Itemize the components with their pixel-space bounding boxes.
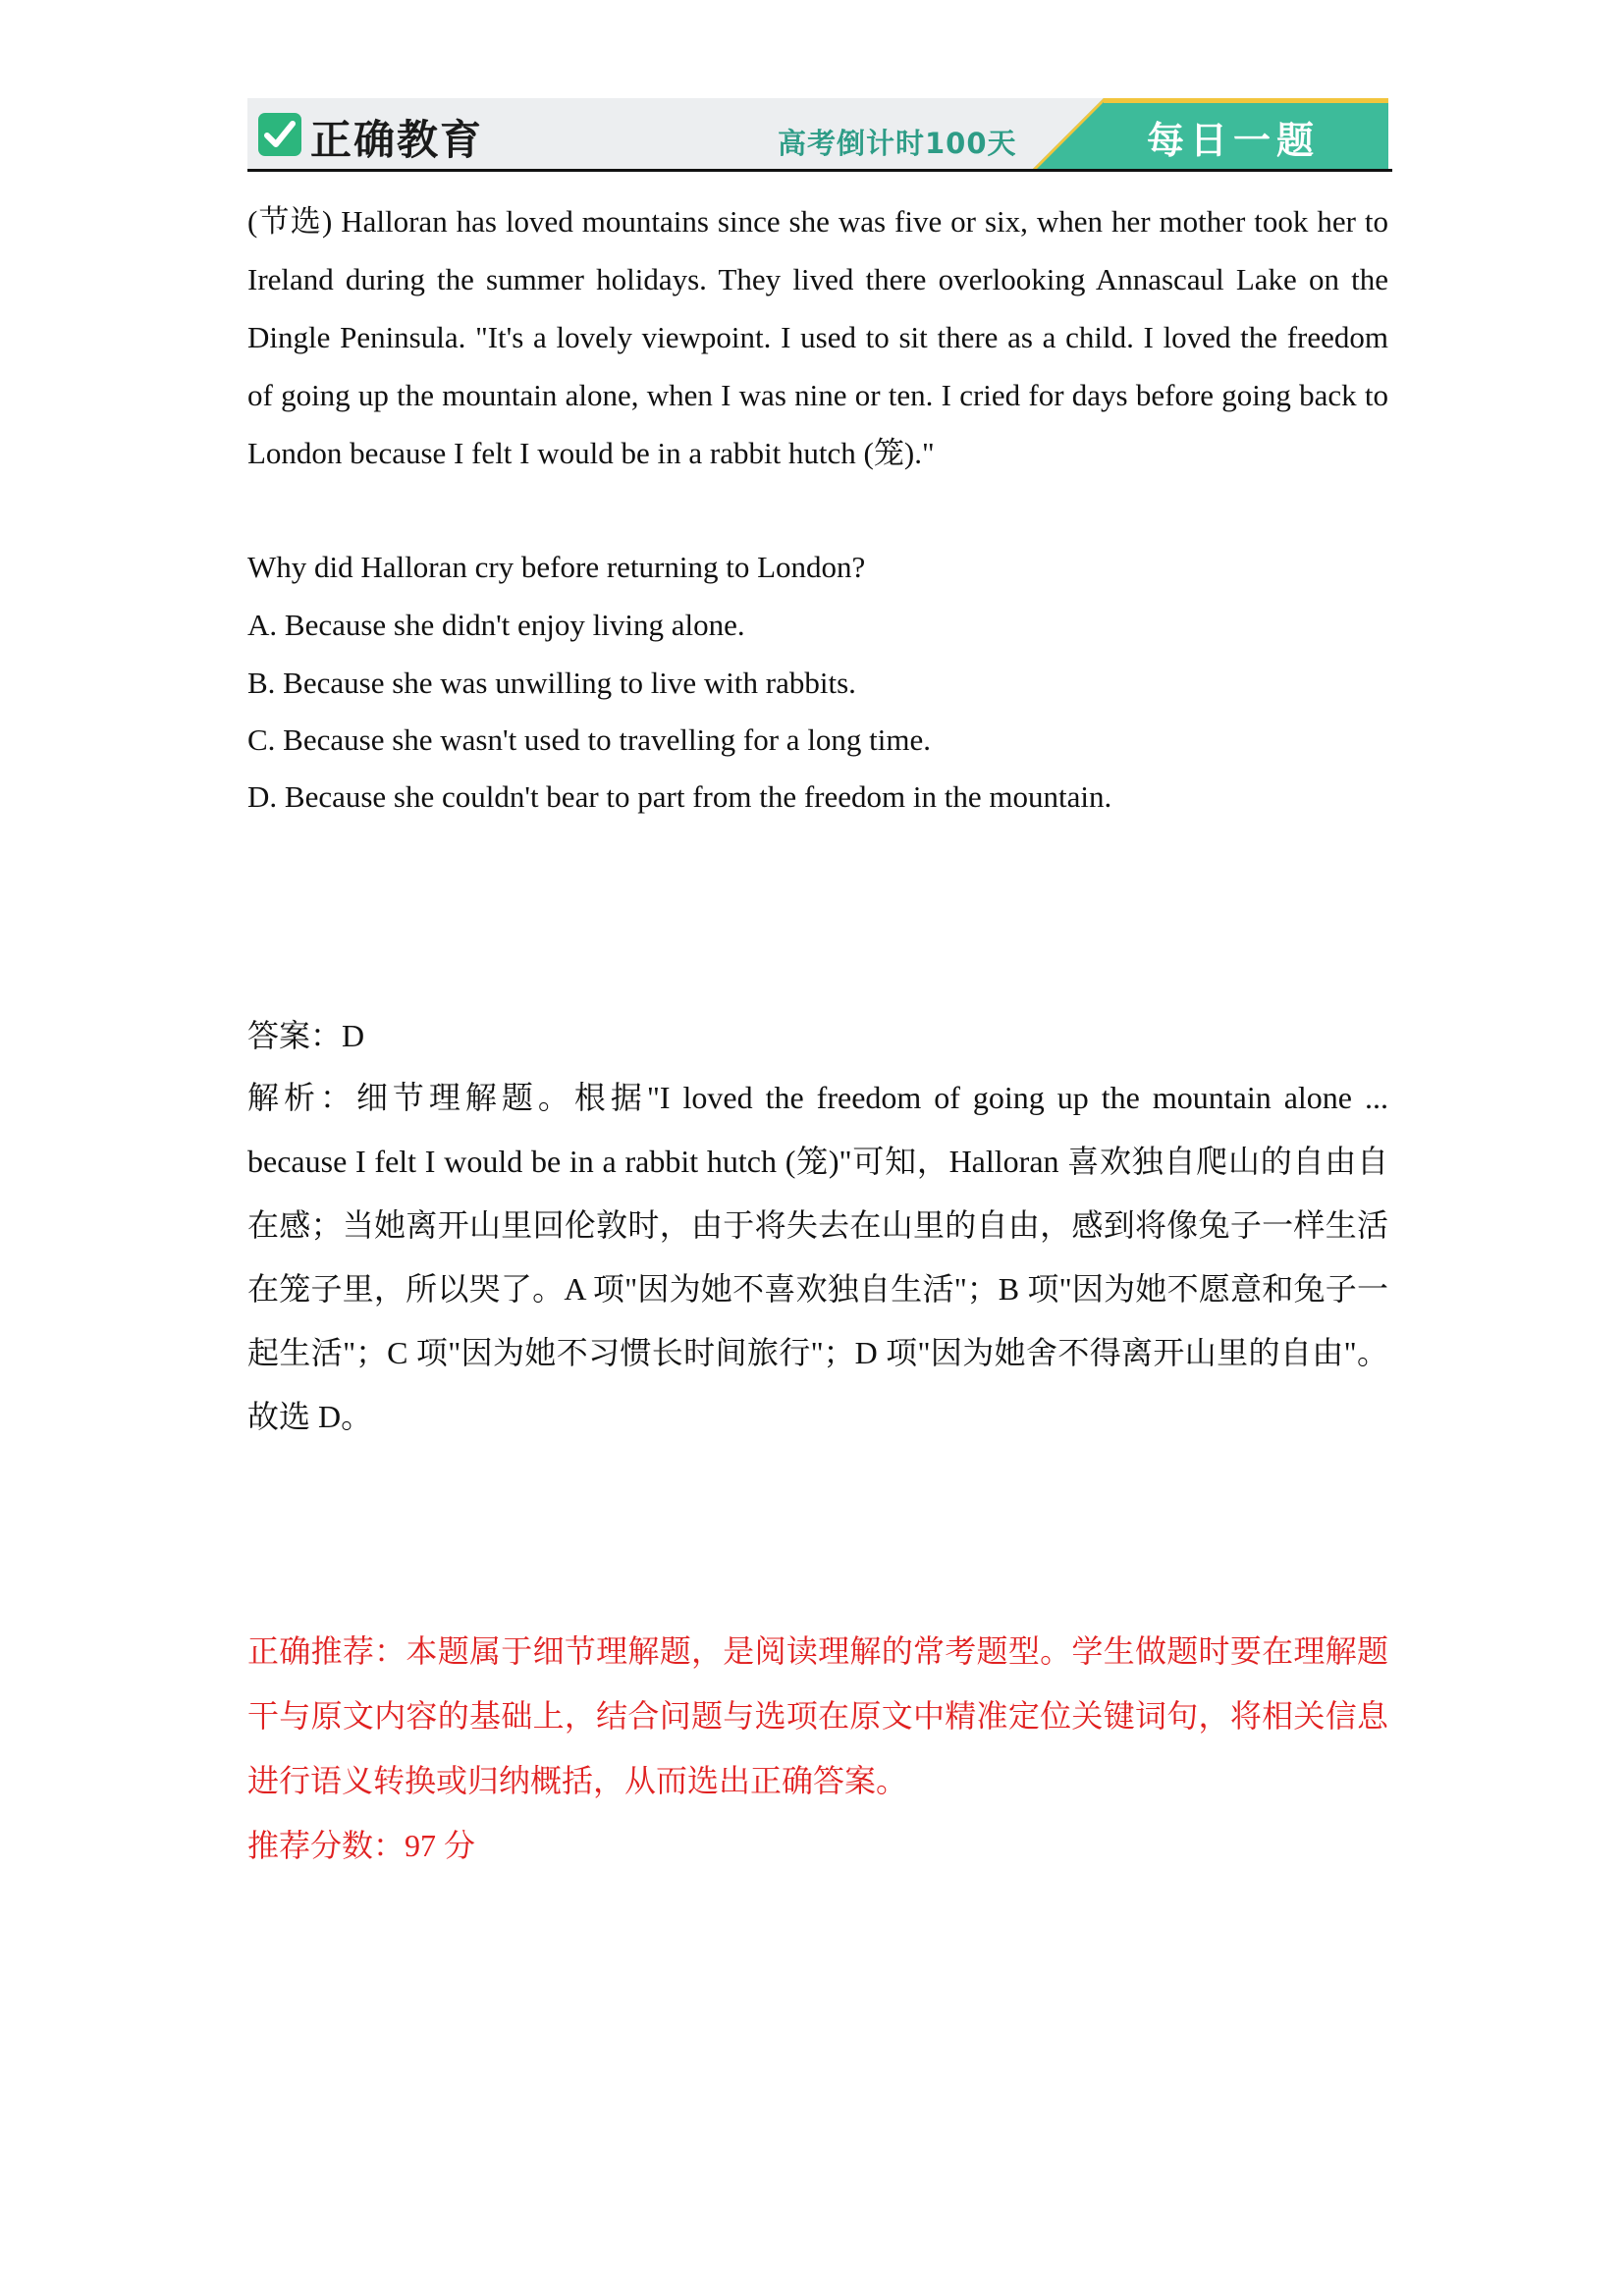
brand-name: 正确教育 <box>310 116 484 164</box>
option-d: D. Because she couldn't bear to part from the freedom in the mountain. <box>247 779 1112 814</box>
analysis-text: 解析：细节理解题。根据"I loved the freedom of going up the mountain alone ... because I felt I would be in a rabbit hutch (笼)"可知，Halloran 喜欢独自爬山的自由自在感；当她离开山里回伦敦时，由于将失去在山里的自由，感到将像兔子一样生活在笼子里，所以哭了。A 项"因为她不喜欢独自生活"；B 项"因为她不愿意和兔子一起生活"；C 项"因为她不习惯长时间旅行"；D 项"因为她舍不得离开山里的自由"。故选 D。 <box>247 1080 1388 1434</box>
option-a: A. Because she didn't enjoy living alone. <box>247 608 745 642</box>
daily-question-label: 每日一题 <box>1147 119 1321 162</box>
page-header <box>247 98 1388 173</box>
recommend-score: 推荐分数：97 分 <box>247 1828 476 1863</box>
option-c: C. Because she wasn't used to travelling for a long time. <box>247 722 932 757</box>
question-text: Why did Halloran cry before returning to London? <box>247 550 866 584</box>
exam-countdown: 高考倒计时100天 <box>778 127 1017 160</box>
answer-line: 答案：D <box>247 1018 365 1053</box>
option-b: B. Because she was unwilling to live with rabbits. <box>247 666 856 700</box>
check-logo-icon <box>257 112 302 157</box>
header-divider <box>247 169 1392 172</box>
reading-passage: (节选) Halloran has loved mountains since she was five or six, when her mother took her to Ireland during the summer holidays. They lived there overlooking Annascaul Lake on the Dingle Peninsula. "It's a lovely viewpoint. I used to sit there as a child. I loved the freedom of going up the mountain alone, when I was nine or ten. I cried for days before going back to London because I felt I would be in a rabbit hutch (笼)." <box>247 204 1388 470</box>
recommendation-text: 正确推荐：本题属于细节理解题，是阅读理解的常考题型。学生做题时要在理解题干与原文内容的基础上，结合问题与选项在原文中精准定位关键词句，将相关信息进行语义转换或归纳概括，从而选出正确答案。 <box>247 1633 1388 1798</box>
